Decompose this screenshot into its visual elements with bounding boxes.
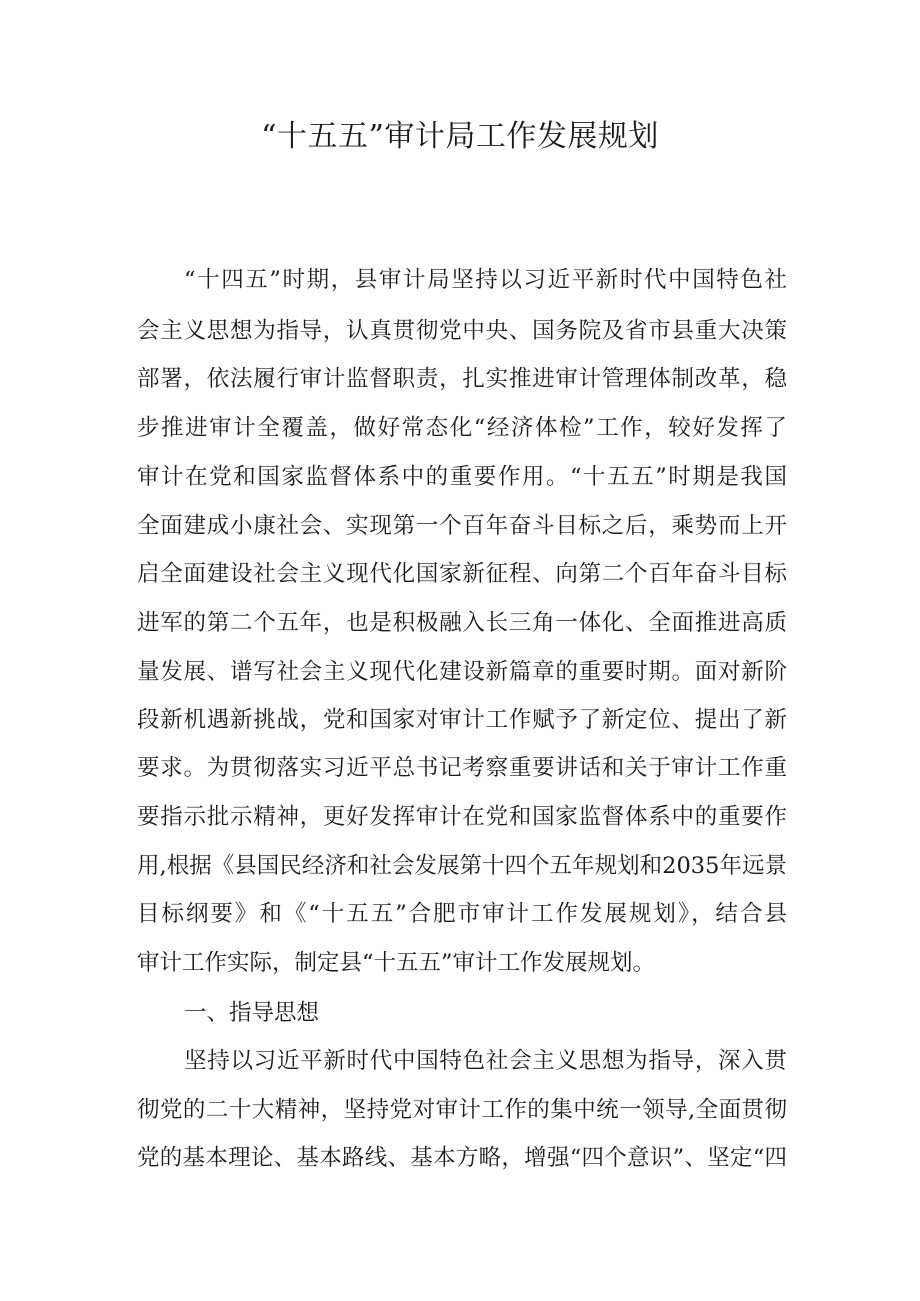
section-heading: 一、指导思想 bbox=[184, 1000, 320, 1026]
paragraph-line: 量发展、谱写社会主义现代化建设新篇章的重要时期。面对新阶 bbox=[137, 659, 787, 685]
document-title: “十五五”审计局工作发展规划 bbox=[261, 119, 659, 154]
paragraph-line: 全面建成小康社会、实现第一个百年奋斗目标之后，乘势而上开 bbox=[137, 513, 787, 539]
paragraph-line: 审计在党和国家监督体系中的重要作用。“十五五”时期是我国 bbox=[137, 464, 787, 490]
paragraph-line: 要指示批示精神，更好发挥审计在党和国家监督体系中的重要作 bbox=[137, 804, 787, 830]
paragraph-line: 段新机遇新挑战，党和国家对审计工作赋予了新定位、提出了新 bbox=[137, 707, 787, 733]
paragraph-line: 用,根据《县国民经济和社会发展第十四个五年规划和2035年远景 bbox=[137, 853, 787, 879]
paragraph-line: 彻党的二十大精神，坚持党对审计工作的集中统一领导,全面贯彻 bbox=[137, 1097, 787, 1123]
paragraph-line: 坚持以习近平新时代中国特色社会主义思想为指导，深入贯 bbox=[184, 1048, 787, 1074]
paragraph-line: “十四五”时期，县审计局坚持以习近平新时代中国特色社 bbox=[184, 267, 787, 293]
paragraph-line: 进军的第二个五年，也是积极融入长三角一体化、全面推进高质 bbox=[137, 610, 787, 636]
paragraph-line: 党的基本理论、基本路线、基本方略，增强“四个意识”、坚定“四 bbox=[137, 1145, 787, 1171]
paragraph-line: 启全面建设社会主义现代化国家新征程、向第二个百年奋斗目标 bbox=[137, 561, 787, 587]
paragraph-line: 审计工作实际，制定县“十五五”审计工作发展规划。 bbox=[137, 950, 656, 976]
paragraph-line: 步推进审计全覆盖，做好常态化“经济体检”工作，较好发挥了 bbox=[137, 415, 787, 441]
paragraph-line: 会主义思想为指导，认真贯彻党中央、国务院及省市县重大决策 bbox=[137, 318, 787, 344]
paragraph-line: 要求。为贯彻落实习近平总书记考察重要讲话和关于审计工作重 bbox=[137, 755, 787, 781]
paragraph-line: 部署，依法履行审计监督职责，扎实推进审计管理体制改革，稳 bbox=[137, 366, 787, 392]
paragraph-line: 目标纲要》和《“十五五”合肥市审计工作发展规划》，结合县 bbox=[137, 901, 787, 927]
